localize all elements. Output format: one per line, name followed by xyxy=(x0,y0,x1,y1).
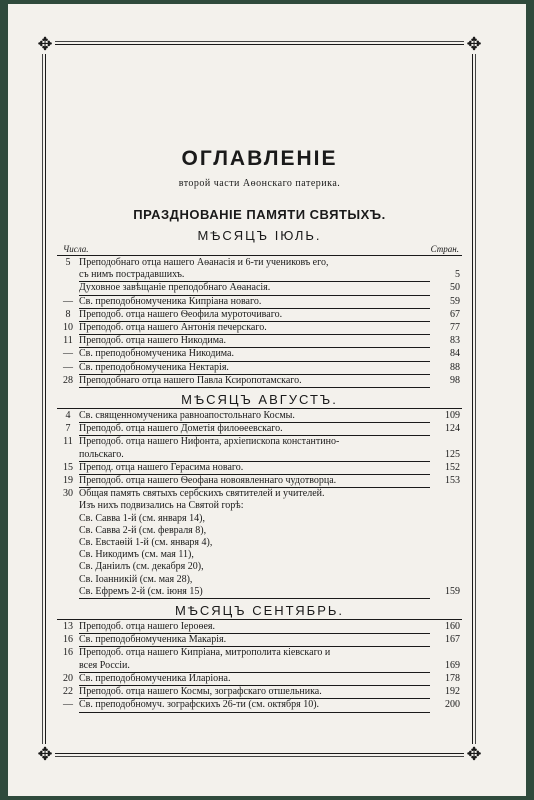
section-heading: ПРАЗДНОВАНІЕ ПАМЯТИ СВЯТЫХЪ. xyxy=(133,207,386,222)
entry-page: 88 xyxy=(450,361,460,373)
toc-entry xyxy=(57,621,462,634)
toc-entry xyxy=(57,462,462,475)
divider xyxy=(57,408,462,409)
entry-page: 200 xyxy=(445,699,460,711)
entry-page xyxy=(430,549,462,561)
entry-title: Препод. отца нашего Герасима новаго. xyxy=(79,462,430,475)
entry-day: 7 xyxy=(65,423,71,435)
book-page xyxy=(8,4,526,796)
toc-entry xyxy=(57,282,462,295)
entry-day: 11 xyxy=(63,436,73,448)
entry-title: Св. Савва 2-й (см. февраля 8), xyxy=(79,524,207,536)
entry-day: — xyxy=(63,295,73,307)
toc-entry xyxy=(57,309,462,322)
entry-day xyxy=(57,537,79,549)
entry-page: 5 xyxy=(455,269,460,281)
entry-day: 4 xyxy=(65,410,71,422)
entry-title: Преподоб. отца нашего Іероѳея. xyxy=(79,621,430,634)
entry-day: — xyxy=(63,361,73,373)
divider xyxy=(57,255,462,256)
entry-title: Преподоб. отца нашего Космы, зографскаго отшельника. xyxy=(79,686,430,699)
entry-day: 22 xyxy=(63,686,73,698)
entry-day: 15 xyxy=(63,461,73,473)
toc-entry xyxy=(57,647,462,659)
entry-title: Св. преподобномученика Нектарія. xyxy=(79,362,430,375)
entry-title: Изъ нихъ подвизались на Святой горѣ: xyxy=(79,500,244,512)
entry-day: 20 xyxy=(63,672,73,684)
toc-entry xyxy=(57,561,462,573)
entry-page: 153 xyxy=(445,475,460,487)
entry-page xyxy=(430,574,462,586)
entry-page xyxy=(430,561,462,573)
toc-entry xyxy=(57,475,462,488)
toc-entry xyxy=(57,686,462,699)
entry-title: Св. Даніилъ (см. декабря 20), xyxy=(79,561,204,573)
entry-day xyxy=(57,500,79,512)
toc-entry xyxy=(57,699,462,712)
entry-page: 152 xyxy=(445,461,460,473)
entry-day: 8 xyxy=(65,308,71,320)
corner-ornament-icon: ✥ xyxy=(464,34,484,54)
toc-entry xyxy=(57,513,462,525)
month-heading: МѢСЯЦЪ ІЮЛЬ. xyxy=(197,228,322,243)
entry-title: Св. Ефремъ 2-й (см. іюня 15) xyxy=(79,586,430,599)
month-heading: МѢСЯЦЪ АВГУСТЪ. xyxy=(181,392,338,408)
entry-day xyxy=(57,449,79,462)
entry-page xyxy=(430,257,462,269)
toc-entry xyxy=(57,537,462,549)
entry-page: 159 xyxy=(445,585,460,597)
entry-page: 167 xyxy=(445,634,460,646)
entry-title: Св. преподобномуч. зографскихъ 26-ти (см. октября 10). xyxy=(79,699,430,712)
toc-entry xyxy=(57,269,462,282)
toc-entry xyxy=(57,410,462,423)
toc-entry xyxy=(57,348,462,361)
toc-entry xyxy=(57,423,462,436)
entry-title: всея Россіи. xyxy=(79,660,430,673)
entry-page: 178 xyxy=(445,672,460,684)
entry-title: Преподоб. отца нашего Ѳеофила муроточиваго. xyxy=(79,309,430,322)
entry-title: Преподобнаго отца нашего Павла Ксиропотамскаго. xyxy=(79,375,430,388)
entry-title: Св. преподобномученика Макарія. xyxy=(79,634,430,647)
entry-day: 13 xyxy=(63,621,73,633)
entry-day: 16 xyxy=(63,647,73,659)
toc-entry xyxy=(57,362,462,375)
entry-title: Преподоб. отца нашего Кипріана, митрополита кіевскаго и xyxy=(79,647,331,659)
entry-page xyxy=(430,488,462,500)
toc-entry xyxy=(57,375,462,388)
entry-page xyxy=(430,500,462,512)
entry-day xyxy=(57,586,79,599)
entry-title: Св. Іоанникій (см. мая 28), xyxy=(79,573,193,585)
entry-day: 19 xyxy=(63,475,73,487)
entry-page: 98 xyxy=(450,374,460,386)
entry-title: съ нимъ пострадавшихъ. xyxy=(79,269,430,282)
entry-page: 59 xyxy=(450,295,460,307)
toc-entry xyxy=(57,488,462,500)
entry-day xyxy=(57,561,79,573)
entry-day: 11 xyxy=(63,335,73,347)
entry-title: Св. преподобномученика Никодима. xyxy=(79,348,430,361)
entry-day: 10 xyxy=(63,322,73,334)
entry-title: Св. преподобномученика Иларіона. xyxy=(79,673,430,686)
column-header-pages: Стран. xyxy=(430,244,459,254)
entry-day xyxy=(57,574,79,586)
toc-entry xyxy=(57,322,462,335)
entry-day xyxy=(57,269,79,282)
entry-page: 160 xyxy=(445,621,460,633)
toc-entry xyxy=(57,500,462,512)
entry-page: 84 xyxy=(450,348,460,360)
page-subtitle: второй части Аѳонскаго патерика. xyxy=(178,178,341,189)
entry-title: Св. Савва 1-й (см. января 14), xyxy=(79,512,205,524)
entry-page xyxy=(430,647,462,659)
entry-page: 169 xyxy=(445,659,460,671)
entry-title: Св. Никодимъ (см. мая 11), xyxy=(79,549,194,561)
entry-title: Преподоб. отца нашего Ѳеофана новоявленнаго чудотворца. xyxy=(79,475,430,488)
corner-ornament-icon: ✥ xyxy=(464,744,484,764)
entry-day: 16 xyxy=(63,634,73,646)
entry-day xyxy=(57,549,79,561)
toc-entry xyxy=(57,296,462,309)
page-title: ОГЛАВЛЕНІЕ xyxy=(181,147,338,170)
entry-title: Преподоб. отца нашего Антонія печерскаго. xyxy=(79,322,430,335)
entry-title: Преподоб. отца нашего Дометія филоѳеевскаго. xyxy=(79,423,430,436)
entry-day: — xyxy=(63,348,73,360)
entry-title: Преподоб. отца нашего Нифонта, архіепископа константино- xyxy=(79,436,340,448)
toc-entry xyxy=(57,549,462,561)
months-list xyxy=(57,228,462,713)
entry-day: 5 xyxy=(65,257,71,268)
toc-entry xyxy=(57,673,462,686)
entry-page xyxy=(430,513,462,525)
entry-page: 83 xyxy=(450,335,460,347)
entry-page: 192 xyxy=(445,686,460,698)
entry-day xyxy=(57,660,79,673)
entry-page: 124 xyxy=(445,423,460,435)
toc-entry xyxy=(57,660,462,673)
toc-entry xyxy=(57,449,462,462)
divider xyxy=(57,619,462,620)
toc-entry xyxy=(57,436,462,448)
toc-entry xyxy=(57,525,462,537)
entry-page xyxy=(430,436,462,448)
toc-entry xyxy=(57,574,462,586)
entry-day: 28 xyxy=(63,374,73,386)
entry-day xyxy=(57,513,79,525)
entry-page xyxy=(430,537,462,549)
entry-page: 77 xyxy=(450,322,460,334)
toc-entry xyxy=(57,335,462,348)
toc-entry xyxy=(57,586,462,599)
entry-title: Св. священномученика равноапостольнаго Космы. xyxy=(79,410,430,423)
month-heading: МѢСЯЦЪ СЕНТЯБРЬ. xyxy=(174,603,345,619)
entry-day xyxy=(57,282,79,295)
entry-page: 67 xyxy=(450,308,460,320)
entry-day xyxy=(57,525,79,537)
entry-page: 125 xyxy=(445,448,460,460)
entry-title: Духовное завѣщаніе преподобнаго Аѳанасія. xyxy=(79,282,430,295)
toc-entry xyxy=(57,634,462,647)
entry-title: Св. преподобномученика Кипріана новаго. xyxy=(79,296,430,309)
column-headers xyxy=(57,244,462,254)
entry-page: 50 xyxy=(450,282,460,294)
corner-ornament-icon: ✥ xyxy=(35,34,55,54)
entry-title: Преподобнаго отца нашего Аѳанасія и 6-ти учениковъ его, xyxy=(79,257,329,268)
entry-page xyxy=(430,525,462,537)
corner-ornament-icon: ✥ xyxy=(35,744,55,764)
entry-title: Преподоб. отца нашего Никодима. xyxy=(79,335,430,348)
column-header-dates: Числа. xyxy=(63,244,89,254)
entry-title: Общая память святыхъ сербскихъ святителей и учителей. xyxy=(79,488,325,500)
toc-entry xyxy=(57,257,462,269)
entry-day: — xyxy=(63,699,73,711)
entry-page: 109 xyxy=(445,410,460,422)
entry-title: польскаго. xyxy=(79,449,430,462)
entry-day: 30 xyxy=(63,488,73,500)
entry-title: Св. Евстаѳій 1-й (см. января 4), xyxy=(79,537,213,549)
toc-content xyxy=(57,94,462,713)
